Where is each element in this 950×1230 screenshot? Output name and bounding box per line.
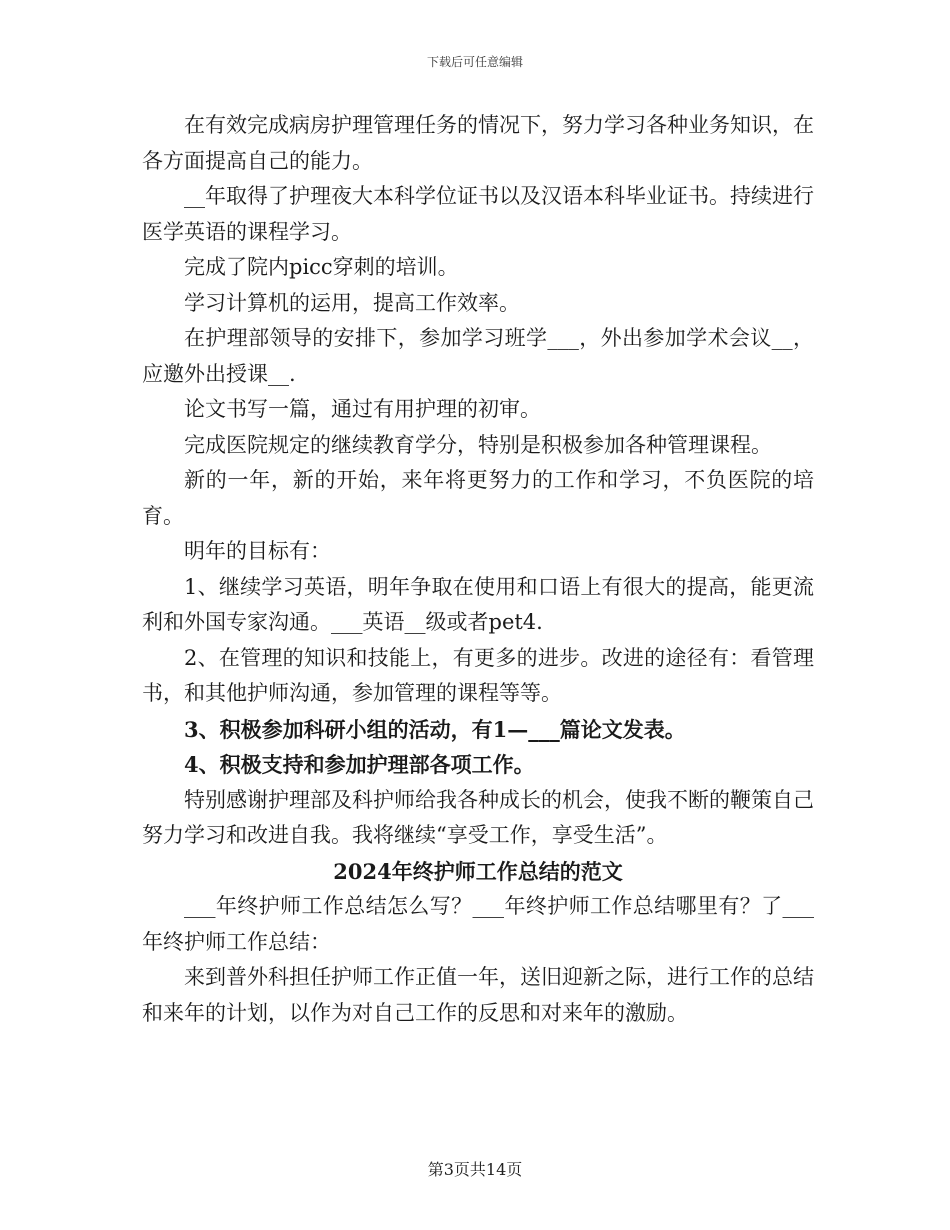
paragraph-8: 新的一年，新的开始，来年将更努力的工作和学习，不负医院的培育。 bbox=[142, 468, 814, 528]
goal-item-3: 3、积极参加科研小组的活动，有1—___篇论文发表。 bbox=[184, 716, 686, 742]
paragraph-2: __年取得了护理夜大本科学位证书以及汉语本科毕业证书。持续进行医学英语的课程学习。 bbox=[142, 184, 814, 244]
paragraph-7: 完成医院规定的继续教育学分，特别是积极参加各种管理课程。 bbox=[184, 432, 772, 457]
page-header: 下载后可任意编辑 bbox=[426, 55, 523, 69]
goal-item-4: 4、积极支持和参加护理部各项工作。 bbox=[184, 752, 535, 777]
page-number: 第3页共14页 bbox=[427, 1160, 523, 1179]
paragraph-4: 学习计算机的运用，提高工作效率。 bbox=[184, 290, 520, 315]
paragraph-9: 明年的目标有： bbox=[184, 539, 331, 563]
section-title: 2024年终护师工作总结的范文 bbox=[333, 858, 623, 884]
paragraph-thanks: 特别感谢护理部及科护师给我各种成长的机会，使我不断的鞭策自己努力学习和改进自我。我将继续“享受工作，享受生活”。 bbox=[142, 787, 814, 847]
paragraph-3: 完成了院内picc穿刺的培训。 bbox=[184, 255, 459, 279]
goal-item-2: 2、在管理的知识和技能上，有更多的进步。改进的途径有：看管理书，和其他护师沟通，参加管理的课程等等。 bbox=[142, 645, 814, 705]
goal-item-1: 1、继续学习英语，明年争取在使用和口语上有很大的提高，能更流利和外国专家沟通。___英语__级或者pet4. bbox=[142, 574, 814, 634]
section-paragraph-1: ___年终护师工作总结怎么写？___年终护师工作总结哪里有？了___年终护师工作总结： bbox=[142, 894, 814, 954]
paragraph-5: 在护理部领导的安排下，参加学习班学___，外出参加学术会议__，应邀外出授课__. bbox=[142, 326, 814, 386]
section-paragraph-2: 来到普外科担任护师工作正值一年，送旧迎新之际，进行工作的总结和来年的计划，以作为对自己工作的反思和对来年的激励。 bbox=[142, 965, 814, 1025]
paragraph-6: 论文书写一篇，通过有用护理的初审。 bbox=[184, 397, 541, 421]
paragraph-1: 在有效完成病房护理管理任务的情况下，努力学习各种业务知识，在各方面提高自己的能力。 bbox=[142, 113, 814, 173]
document-body bbox=[142, 108, 814, 1031]
